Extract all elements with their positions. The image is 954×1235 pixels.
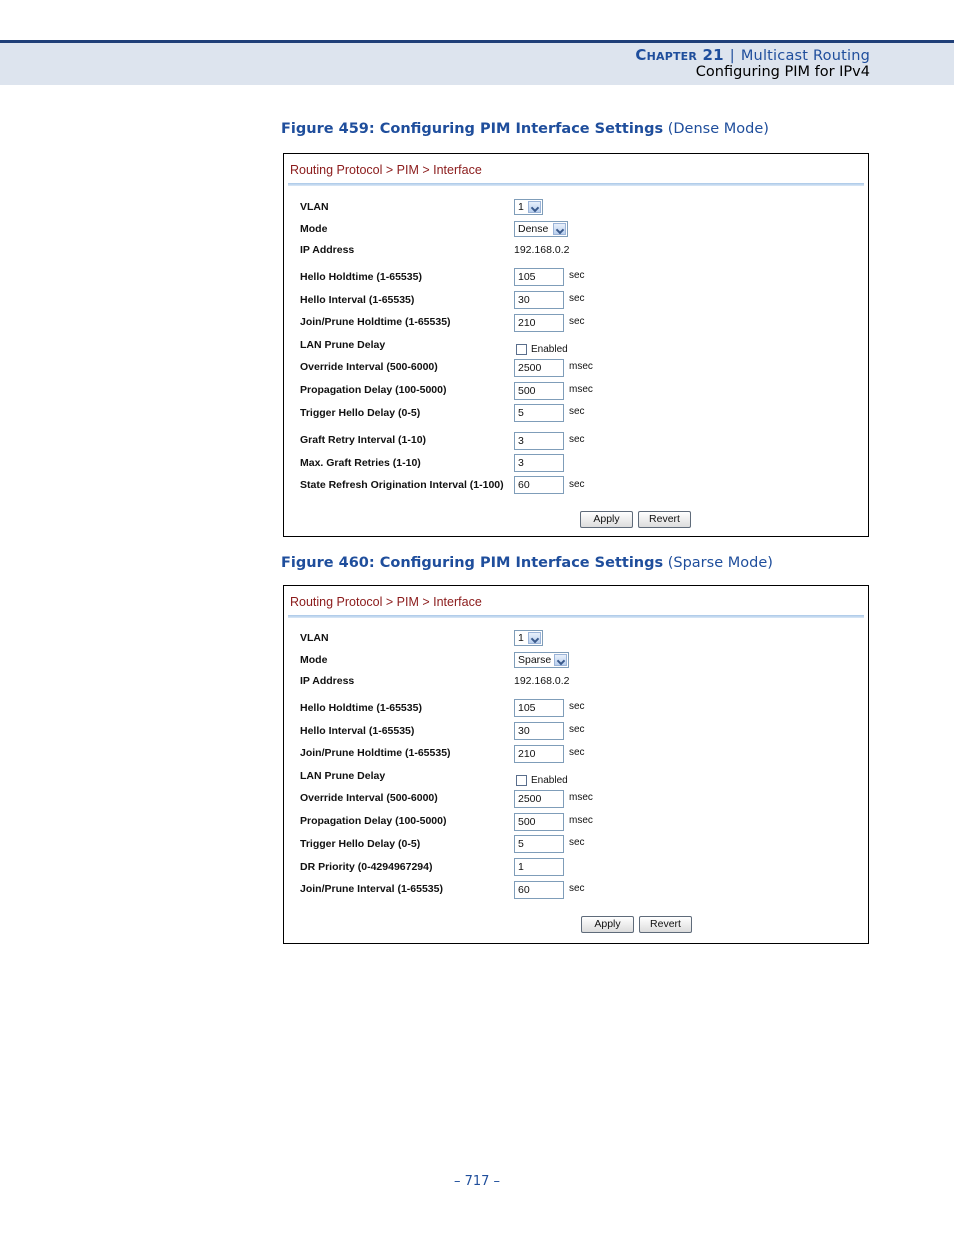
override-interval-unit: msec xyxy=(569,361,593,372)
dr-priority-label: DR Priority (0-4294967294) xyxy=(300,861,433,873)
figure-caption-mode: (Sparse Mode) xyxy=(667,555,773,571)
ip-address-value: 192.168.0.2 xyxy=(514,675,570,687)
chevron-down-icon[interactable] xyxy=(554,654,567,666)
vlan-select-value: 1 xyxy=(518,201,524,213)
chapter-label: Chapter 21 xyxy=(635,46,724,64)
hello-holdtime-input[interactable] xyxy=(514,699,564,717)
join-prune-holdtime-input[interactable] xyxy=(514,314,564,332)
join-prune-interval-input[interactable] xyxy=(514,881,564,899)
state-refresh-interval-label: State Refresh Origination Interval (1-100) xyxy=(300,479,504,491)
figure-caption-460 xyxy=(281,555,773,571)
ip-address-label: IP Address xyxy=(300,244,355,256)
chapter-title: Multicast Routing xyxy=(740,48,870,64)
hello-interval-unit: sec xyxy=(569,724,585,735)
revert-button[interactable]: Revert xyxy=(638,511,691,528)
ip-address-label: IP Address xyxy=(300,675,355,687)
mode-label: Mode xyxy=(300,223,328,235)
trigger-hello-delay-label: Trigger Hello Delay (0-5) xyxy=(300,407,421,419)
lan-prune-delay-checkbox[interactable] xyxy=(516,775,527,786)
mode-select[interactable] xyxy=(514,652,569,668)
page-number: – 717 – xyxy=(453,1174,501,1189)
mode-select-value: Dense xyxy=(518,223,549,235)
mode-label: Mode xyxy=(300,654,328,666)
figure-caption-title: Figure 460: Configuring PIM Interface Settings xyxy=(281,555,664,571)
chapter-separator: | xyxy=(729,48,735,64)
pim-interface-panel-dense xyxy=(283,153,869,537)
lan-prune-delay-toggle[interactable] xyxy=(516,770,568,789)
join-prune-interval-unit: sec xyxy=(569,883,585,894)
figure-caption-title: Figure 459: Configuring PIM Interface Settings xyxy=(281,121,664,137)
state-refresh-interval-unit: sec xyxy=(569,479,585,490)
graft-retry-interval-unit: sec xyxy=(569,434,585,445)
state-refresh-interval-input[interactable] xyxy=(514,476,564,494)
propagation-delay-label: Propagation Delay (100-5000) xyxy=(300,815,447,827)
hello-holdtime-unit: sec xyxy=(569,701,585,712)
propagation-delay-unit: msec xyxy=(569,815,593,826)
hello-holdtime-unit: sec xyxy=(569,270,585,281)
apply-button[interactable]: Apply xyxy=(580,511,633,528)
dr-priority-input[interactable] xyxy=(514,858,564,876)
apply-button[interactable]: Apply xyxy=(581,916,634,933)
lan-prune-delay-checkbox[interactable] xyxy=(516,344,527,355)
vlan-label: VLAN xyxy=(300,632,329,644)
lan-prune-delay-toggle[interactable] xyxy=(516,339,568,358)
figure-caption-459 xyxy=(281,121,769,137)
override-interval-input[interactable] xyxy=(514,359,564,377)
lan-prune-delay-checkbox-label: Enabled xyxy=(531,344,568,355)
mode-select-value: Sparse xyxy=(518,654,552,666)
hello-interval-input[interactable] xyxy=(514,722,564,740)
title-divider xyxy=(288,183,864,186)
hello-interval-unit: sec xyxy=(569,293,585,304)
join-prune-holdtime-unit: sec xyxy=(569,747,585,758)
graft-retry-interval-label: Graft Retry Interval (1-10) xyxy=(300,434,427,446)
max-graft-retries-label: Max. Graft Retries (1-10) xyxy=(300,457,421,469)
graft-retry-interval-input[interactable] xyxy=(514,432,564,450)
override-interval-unit: msec xyxy=(569,792,593,803)
vlan-select-value: 1 xyxy=(518,632,524,644)
join-prune-holdtime-label: Join/Prune Holdtime (1-65535) xyxy=(300,747,451,759)
lan-prune-delay-checkbox-label: Enabled xyxy=(531,775,568,786)
chevron-down-icon[interactable] xyxy=(553,223,566,235)
hello-interval-label: Hello Interval (1-65535) xyxy=(300,725,415,737)
hello-holdtime-label: Hello Holdtime (1-65535) xyxy=(300,271,422,283)
chapter-heading xyxy=(635,46,870,64)
join-prune-holdtime-input[interactable] xyxy=(514,745,564,763)
lan-prune-delay-label: LAN Prune Delay xyxy=(300,770,386,782)
propagation-delay-input[interactable] xyxy=(514,382,564,400)
join-prune-interval-label: Join/Prune Interval (1-65535) xyxy=(300,883,443,895)
revert-button[interactable]: Revert xyxy=(639,916,692,933)
mode-select[interactable] xyxy=(514,221,568,237)
trigger-hello-delay-unit: sec xyxy=(569,406,585,417)
max-graft-retries-input[interactable] xyxy=(514,454,564,472)
section-title: Configuring PIM for IPv4 xyxy=(695,64,870,80)
join-prune-holdtime-label: Join/Prune Holdtime (1-65535) xyxy=(300,316,451,328)
trigger-hello-delay-unit: sec xyxy=(569,837,585,848)
pim-interface-panel-sparse xyxy=(283,585,869,944)
propagation-delay-input[interactable] xyxy=(514,813,564,831)
ip-address-value: 192.168.0.2 xyxy=(514,244,570,256)
hello-interval-input[interactable] xyxy=(514,291,564,309)
breadcrumb: Routing Protocol > PIM > Interface xyxy=(290,163,482,177)
hello-holdtime-input[interactable] xyxy=(514,268,564,286)
chevron-down-icon[interactable] xyxy=(528,201,541,213)
breadcrumb: Routing Protocol > PIM > Interface xyxy=(290,595,482,609)
lan-prune-delay-label: LAN Prune Delay xyxy=(300,339,386,351)
propagation-delay-label: Propagation Delay (100-5000) xyxy=(300,384,447,396)
override-interval-label: Override Interval (500-6000) xyxy=(300,361,438,373)
propagation-delay-unit: msec xyxy=(569,384,593,395)
vlan-label: VLAN xyxy=(300,201,329,213)
override-interval-input[interactable] xyxy=(514,790,564,808)
hello-holdtime-label: Hello Holdtime (1-65535) xyxy=(300,702,422,714)
join-prune-holdtime-unit: sec xyxy=(569,316,585,327)
trigger-hello-delay-label: Trigger Hello Delay (0-5) xyxy=(300,838,421,850)
hello-interval-label: Hello Interval (1-65535) xyxy=(300,294,415,306)
vlan-select[interactable] xyxy=(514,630,543,646)
title-divider xyxy=(288,615,864,618)
trigger-hello-delay-input[interactable] xyxy=(514,404,564,422)
override-interval-label: Override Interval (500-6000) xyxy=(300,792,438,804)
chevron-down-icon[interactable] xyxy=(528,632,541,644)
trigger-hello-delay-input[interactable] xyxy=(514,835,564,853)
vlan-select[interactable] xyxy=(514,199,543,215)
figure-caption-mode: (Dense Mode) xyxy=(667,121,769,137)
